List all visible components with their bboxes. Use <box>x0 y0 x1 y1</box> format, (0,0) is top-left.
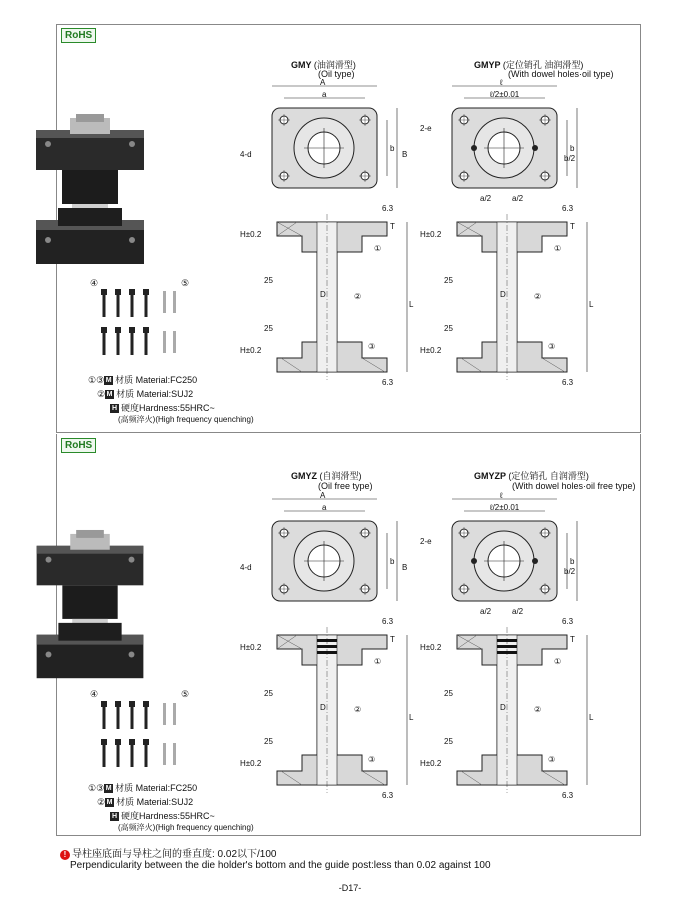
roughness-label: 6.3 <box>562 204 574 213</box>
dim-a-label: a <box>322 90 327 99</box>
callout-3: ③ <box>548 342 556 351</box>
roughness-label: 6.3 <box>562 617 574 626</box>
dim-L-label: L <box>409 300 414 309</box>
callout-3: ③ <box>548 755 556 764</box>
dim-D-label: D <box>500 290 506 299</box>
dim-H-label: H±0.2 <box>240 643 262 652</box>
section-view <box>447 625 597 795</box>
section-view <box>447 212 597 382</box>
dim-H-label: H±0.2 <box>420 230 442 239</box>
dim-4d-label: 4-d <box>240 563 252 572</box>
dim-b2-label: b/2 <box>564 154 576 163</box>
callout-1: ① <box>374 244 382 253</box>
dim-A-label: A <box>320 78 326 87</box>
roughness-label: 6.3 <box>382 791 394 800</box>
dim-a2-label: a/2 <box>480 194 492 203</box>
hardness: H 硬度Hardness:55HRC~ <box>111 403 215 413</box>
dim-H-label: H±0.2 <box>240 230 262 239</box>
dim-D-label: D <box>320 703 326 712</box>
dim-a2-label: a/2 <box>512 607 524 616</box>
roughness-label: 6.3 <box>382 617 394 626</box>
material-1-3: ①③ M 材质 Material:FC250 <box>88 375 198 385</box>
dim-H-label: H±0.2 <box>240 759 262 768</box>
material-icon: M <box>105 377 112 385</box>
warning-icon: ! <box>60 850 70 860</box>
dim-2e-label: 2-e <box>420 537 432 546</box>
hardness-note: (高频淬火)(High frequency quenching) <box>118 415 254 424</box>
bolts-and-pins-top <box>95 285 185 365</box>
dim-L-label: L <box>409 713 414 722</box>
label-4: ④ <box>90 689 99 699</box>
dim-2e-label: 2-e <box>420 124 432 133</box>
dim-l2-label: ℓ/2±0.01 <box>490 90 520 99</box>
hardness-note: (高频淬火)(High frequency quenching) <box>118 823 254 832</box>
dim-B-label: B <box>402 150 408 159</box>
callout-2: ② <box>534 705 542 714</box>
dim-L-label: L <box>589 300 594 309</box>
section-view <box>267 625 417 795</box>
rohs-badge: RoHS <box>61 438 96 453</box>
callout-1: ① <box>554 244 562 253</box>
callout-3: ③ <box>368 755 376 764</box>
hardness: H 硬度Hardness:55HRC~ <box>111 811 215 821</box>
hardness-icon: H <box>111 813 118 821</box>
roughness-label: 25 <box>264 276 273 285</box>
material-1-3: ①③ M 材质 Material:FC250 <box>88 783 198 793</box>
plan-view <box>262 80 402 200</box>
callout-3: ③ <box>368 342 376 351</box>
dim-H-label: H±0.2 <box>240 346 262 355</box>
dim-b-label: b <box>390 557 395 566</box>
gmyp-title: GMYP (定位销孔 油润滑型) <box>474 60 584 70</box>
dim-b-label: b <box>390 144 395 153</box>
dim-T-label: T <box>390 635 395 644</box>
dim-a2-label: a/2 <box>480 607 492 616</box>
dim-a-label: a <box>322 503 327 512</box>
dim-A-label: A <box>320 491 326 500</box>
callout-2: ② <box>354 705 362 714</box>
roughness-label: 25 <box>444 689 453 698</box>
material-icon: M <box>105 785 112 793</box>
roughness-label: 25 <box>264 689 273 698</box>
plan-view <box>262 493 402 613</box>
hardness-icon: H <box>111 405 118 413</box>
roughness-label: 25 <box>444 276 453 285</box>
page-number: -D17- <box>338 883 362 893</box>
dim-b2-label: b/2 <box>564 567 576 576</box>
dim-b-label: b <box>570 557 575 566</box>
dim-L-label: L <box>589 713 594 722</box>
dim-T-label: T <box>570 635 575 644</box>
gmyzp-title: GMYZP (定位销孔 自润滑型) <box>474 471 589 481</box>
dim-l-label: ℓ <box>500 491 503 500</box>
product-photo-gmy <box>28 112 153 282</box>
callout-2: ② <box>534 292 542 301</box>
dim-l2-label: ℓ/2±0.01 <box>490 503 520 512</box>
gmy-title: GMY (油润滑型) <box>291 60 356 70</box>
dim-b-label: b <box>570 144 575 153</box>
roughness-label: 25 <box>264 737 273 746</box>
material-2: ② M 材质 Material:SUJ2 <box>97 797 194 807</box>
material-icon: M <box>106 799 113 807</box>
dim-4d-label: 4-d <box>240 150 252 159</box>
callout-1: ① <box>554 657 562 666</box>
dim-l-label: ℓ <box>500 78 503 87</box>
roughness-label: 6.3 <box>382 204 394 213</box>
label-5: ⑤ <box>181 689 190 699</box>
dim-H-label: H±0.2 <box>420 643 442 652</box>
dim-B-label: B <box>402 563 408 572</box>
dim-D-label: D <box>320 290 326 299</box>
roughness-label: 25 <box>444 737 453 746</box>
dim-a2-label: a/2 <box>512 194 524 203</box>
dim-H-label: H±0.2 <box>420 346 442 355</box>
callout-2: ② <box>354 292 362 301</box>
roughness-label: 6.3 <box>382 378 394 387</box>
roughness-label: 25 <box>444 324 453 333</box>
roughness-label: 25 <box>264 324 273 333</box>
perpendicularity-note: ! 导柱座底面与导柱之间的垂直度: 0.02以下/100 Perpendicularity between the die holder's bottom and the guide post:less than 0.02 against 100 <box>60 845 491 871</box>
rohs-badge: RoHS <box>61 28 96 43</box>
dim-T-label: T <box>390 222 395 231</box>
gmyp-subtitle: (With dowel holes·oil type) <box>508 69 614 79</box>
callout-1: ① <box>374 657 382 666</box>
label-5: ⑤ <box>181 278 190 288</box>
gmyz-title: GMYZ (自润滑型) <box>291 471 362 481</box>
label-4: ④ <box>90 278 99 288</box>
material-2: ② M 材质 Material:SUJ2 <box>97 389 194 399</box>
section-view <box>267 212 417 382</box>
roughness-label: 6.3 <box>562 791 574 800</box>
dim-T-label: T <box>570 222 575 231</box>
gmyz-subtitle: (Oil free type) <box>318 481 373 491</box>
dim-D-label: D <box>500 703 506 712</box>
gmy-subtitle: (Oil type) <box>318 69 355 79</box>
gmyzp-subtitle: (With dowel holes·oil free type) <box>512 481 636 491</box>
material-icon: M <box>106 391 113 399</box>
dim-H-label: H±0.2 <box>420 759 442 768</box>
roughness-label: 6.3 <box>562 378 574 387</box>
bolts-and-pins-bottom <box>95 697 185 777</box>
product-photo-gmyz <box>28 528 153 696</box>
